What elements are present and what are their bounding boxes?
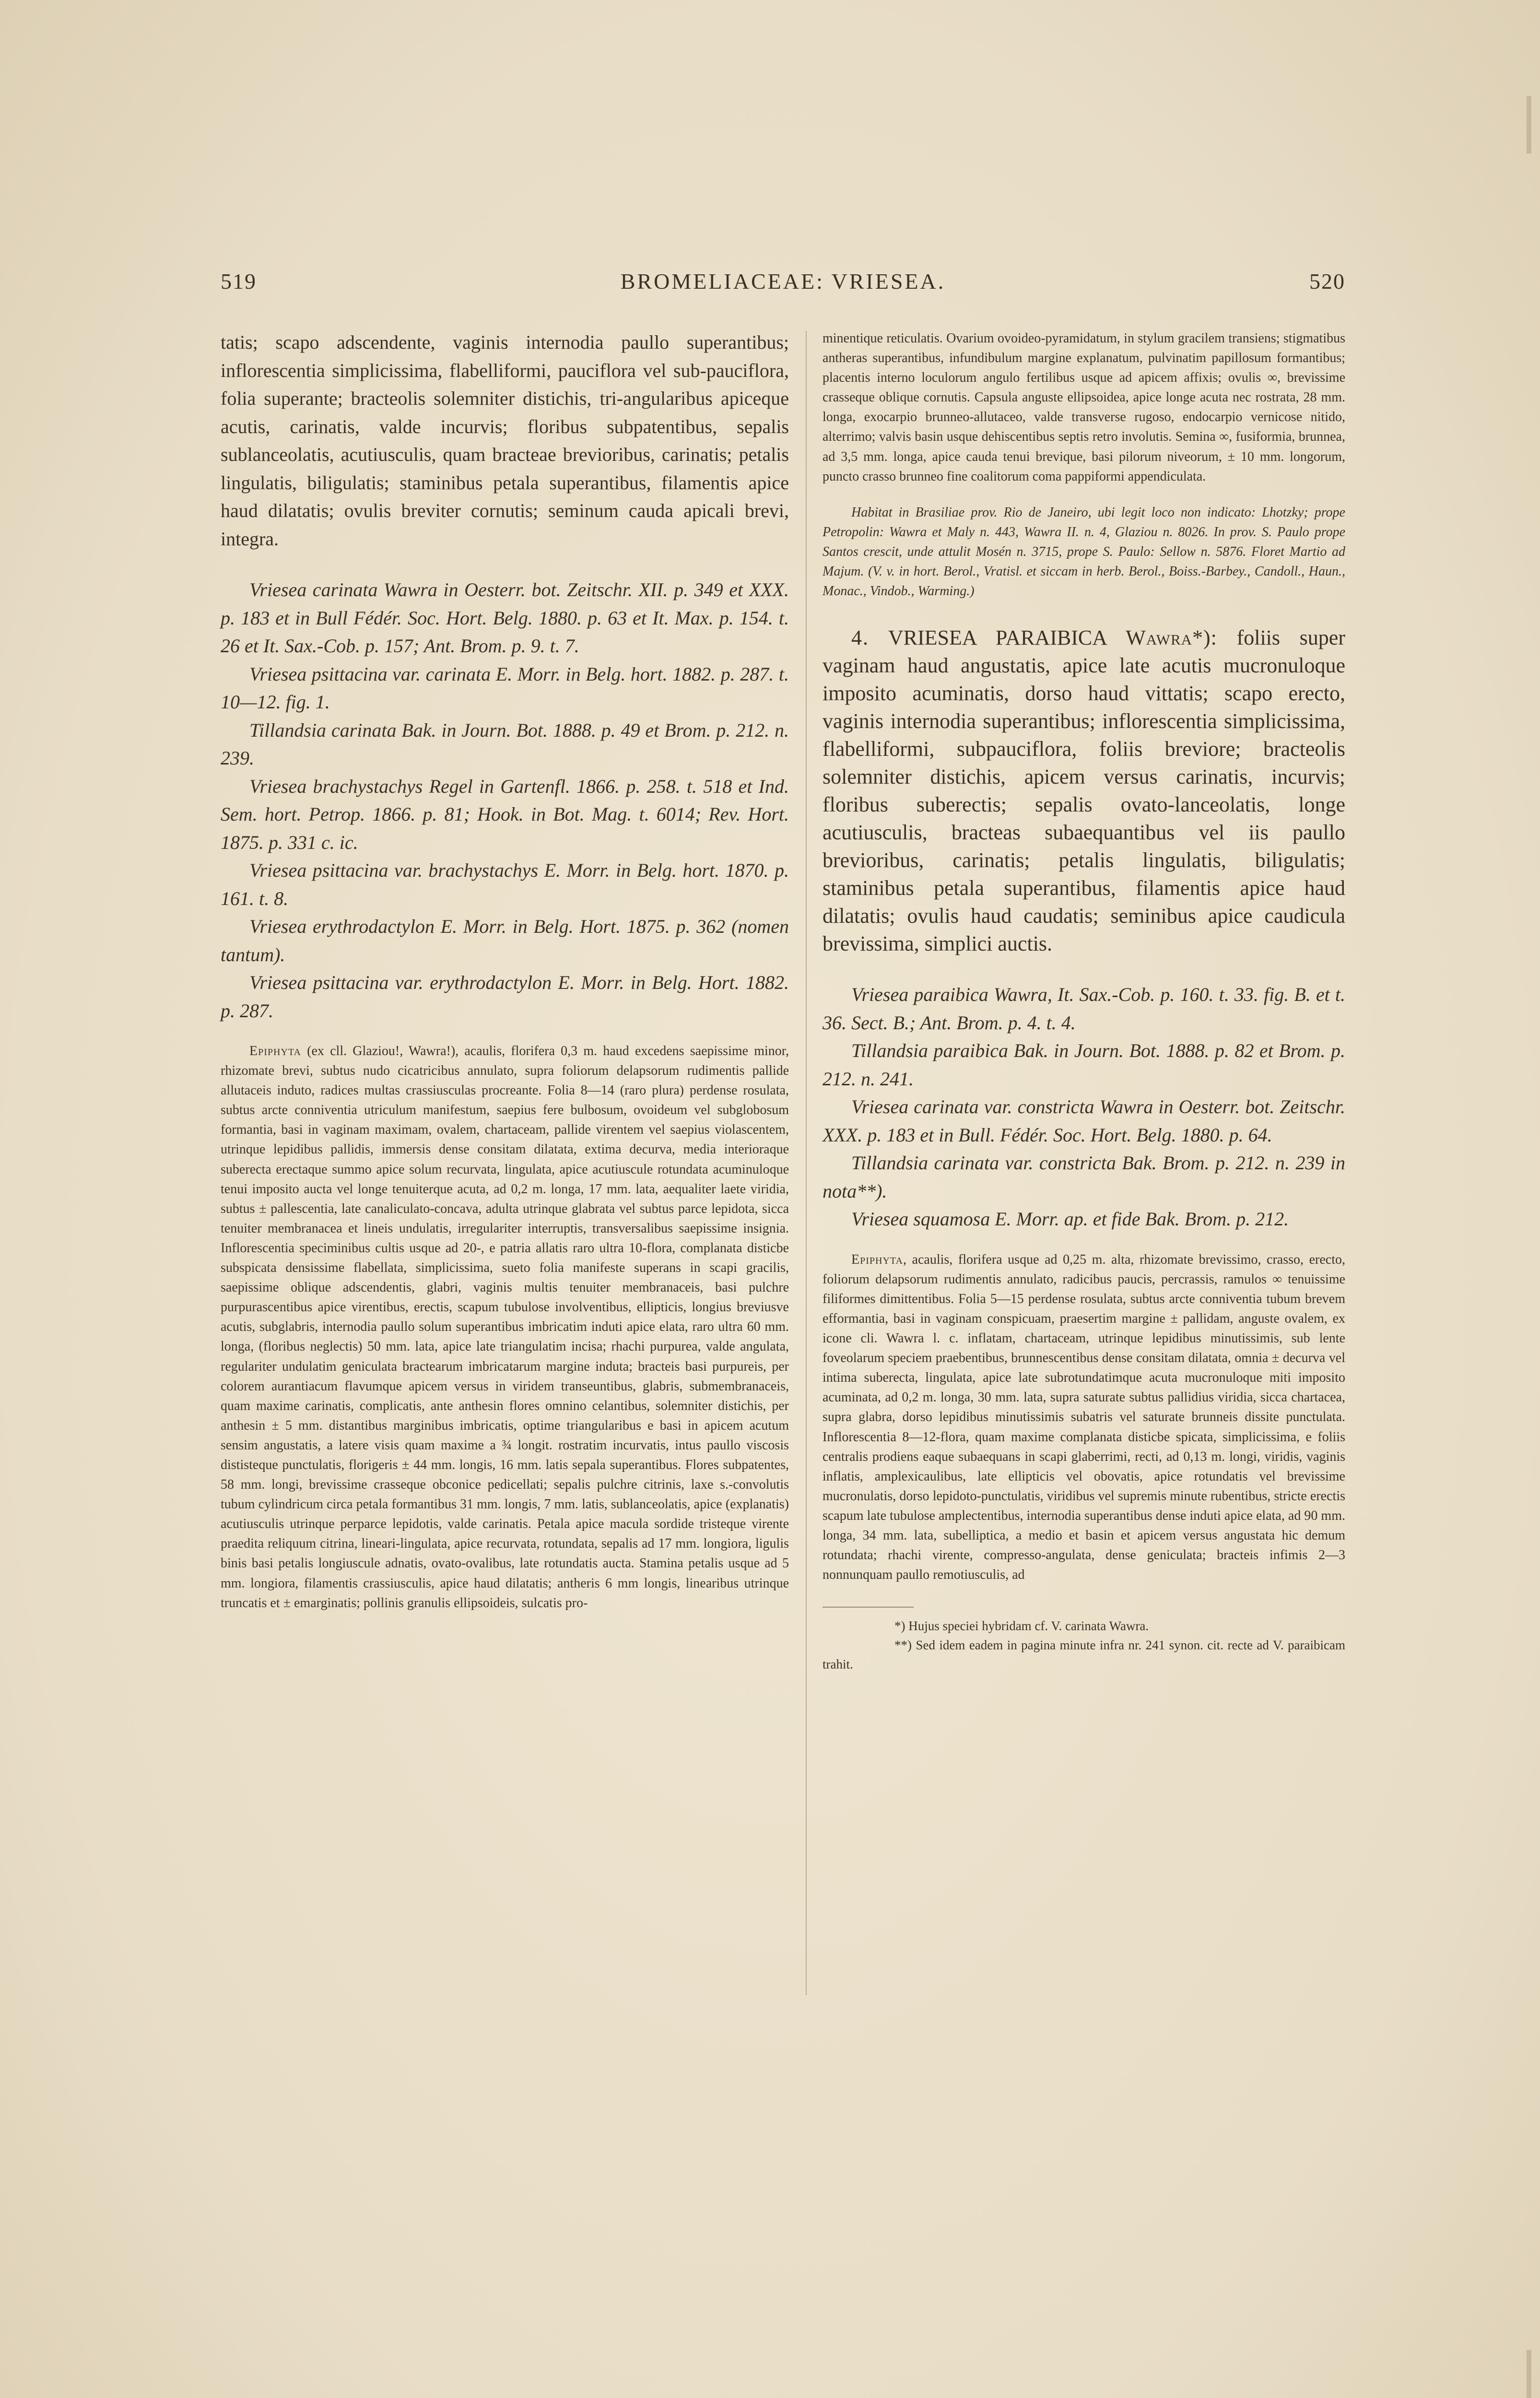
page-edge-mark [1527,2350,1531,2398]
species-name: VRIESEA PARAIBICA [888,626,1106,650]
citation: Tillandsia carinata var. constricta Bak. Brom. p. 212. n. 239 in nota**). [823,1152,1345,1202]
citation: Tillandsia carinata Bak. in Journ. Bot. 1888. p. 49 et Brom. p. 212. n. 239. [221,719,789,769]
citation: Tillandsia paraibica Bak. in Journ. Bot. 1888. p. 82 et Brom. p. 212. n. 241. [823,1040,1345,1090]
page-edge-mark [1527,96,1531,153]
description-paragraph [221,1041,789,1613]
citation: Vriesea carinata var. constricta Wawra in Oesterr. bot. Zeitschr. XXX. p. 183 et in Bull. Fédér. Soc. Hort. Belg. 1880. p. 64. [823,1096,1345,1146]
species-diagnosis: foliis super vaginam haud angustatis, apice late acutis mucronuloque imposito acuminatis, dorso haud vittatis; scapo erecto, vaginis internodia superantibus; inflorescentia simplicissima, flabelliformi, subpauciflora, foliis breviore; bracteolis solemniter distichis, apicem versus carinatis, incurvis; floribus suberectis; sepalis ovato-lanceolatis, longe acutiusculis, bracteas subaequantibus vel iis paullo brevioribus, carinatis; petalis lingulatis, biligulatis; staminibus petala superantibus, filamentis apice haud dilatatis; ovulis haud caudatis; seminibus apice caudicula brevissima, simplici auctis. [823,626,1345,956]
description-body: (ex cll. Glaziou!, Wawra!), acaulis, florifera 0,3 m. haud excedens saepissime minor, rhizomate brevi, subtus nudo cicatricibus annulato, supra foliorum delapsorum rudimentis pallide allutaceis induto, radices multas crassiusculas procreante. Folia 8—14 (raro plura) perdense rosulata, subtus arcte conniventia utriculum manifestum, saepius fere bulbosum, ovoideum vel subglobosum formantia, basi in vaginam maximam, ovalem, chartaceam, pallide virentem vel saepius violascentem, utrinque lepidibus pallidis, immersis dense consitam dilatata, extima decurva, media interioraque suberecta erectaque summo apice solum recurvata, lingulata, apice acutiuscule rotundata acuminuloque tenui imposito aucta vel longe tenuiterque acuta, ad 0,2 m. longa, 17 mm. lata, aequaliter laete viridia, subtus ± pallescentia, late canaliculato-concava, adulta utrinque glabrata vel subtus parce lepidota, sicca tenuiter membranacea et lineis undulatis, irregulariter interruptis, transversalibus saepissime insignia. Inflorescentia speciminibus cultis usque ad 20-, e patria allatis raro ultra 10-flora, complanata disticbe subspicata densissime flabellata, simplicissima, sueto folia manifeste superans in scapi gracilis, saepissime oblique adscendentis, glabri, vaginis multis tenuiter membranaceis, basi pulchre purpurascentibus apice virentibus, erectis, scapum tubulose involventibus, ellipticis, longius breviusve acutis, subglabris, internodia paullo solum superantibus imbricatim induti apice elata, raro ultra 60 mm. longa, (floribus neglectis) 50 mm. lata, apice late triangulatim incisa; rhachi purpurea, valde angulata, regulariter undulatim geniculata bractearum imbricatarum margine induta; bracteis basi purpureis, per colorem aurantiacum flavumque apicem versus in viridem transeuntibus, glabris, submembranaceis, quam maxime carinatis, complicatis, ante anthesin flores omnino celantibus, solemniter distichis, per anthesin ± 5 mm. distantibus marginibus imbricatis, optime triangularibus e basi in apicem acutum sensim angustatis, a latere visis quam maxime a ¾ longit. rostratim incurvatis, intus paullo viscosis dististeque punctulatis, florigeris ± 44 mm. longis, 16 mm. latis sepala superantibus. Flores subpatentes, 58 mm. longi, brevissime crasseque obconice pedicellati; sepalis pulchre citrinis, laxe s.-convolutis tubum cylindricum circa petala formantibus 31 mm. longis, 7 mm. latis, sublanceolatis, apice (explanatis) acutiusculis utrinque perparce lepidotis, valde carinatis. Petala apice macula sordide tristeque virente praedita reliquum citrina, lineari-lingulata, apice recurvata, rotundata, sepalis ad 17 mm. longiora, ligulis binis basi petalis longiuscule adnatis, ovato-ovalibus, late rotundatis aucta. Stamina petalis usque ad 5 mm. longiora, filamentis crassiusculis, apice haud dilatatis; antheris 6 mm longis, linearibus utrinque truncatis et ± emarginatis; pollinis granulis ellipsoideis, sulcatis pro- [221,1044,789,1610]
footnote-rule [823,1607,914,1608]
citation: Vriesea erythrodactylon E. Morr. in Belg. Hort. 1875. p. 362 (nomen tantum). [221,916,789,965]
citation: Vriesea paraibica Wawra, It. Sax.-Cob. p. 160. t. 33. fig. B. et t. 36. Sect. B.; Ant. Brom. p. 4. t. 4. [823,984,1345,1034]
description-lead: Epiphyta [851,1252,903,1267]
citation: Vriesea carinata Wawra in Oesterr. bot. Zeitschr. XII. p. 349 et XXX. p. 183 et in Bull Fédér. Soc. Hort. Belg. 1880. p. 63 et It. Max. p. 154. t. 26 et It. Sax.-Cob. p. 157; Ant. Brom. p. 9. t. 7. [221,579,789,657]
species-author: Wawra*): [1126,626,1217,650]
habitat-paragraph: Habitat in Brasiliae prov. Rio de Janeiro, ubi legit loco non indicato: Lhotzky; prope Petropolin: Wawra et Maly n. 443, Wawra II. n. 4, Glaziou n. 8026. In prov. S. Paulo prope Santos crescit, unde attulit Mosén n. 3715, prope S. Paulo: Sellow n. 5876. Floret Martio ad Majum. (V. v. in hort. Berol., Vratisl. et siccam in herb. Berol., Boiss.-Barbey., Candoll., Haun., Monac., Vindob., Warming.) [823,505,1345,599]
column-divider [806,331,807,1995]
running-title: BROMELIACEAE: VRIESEA. [620,269,946,294]
running-header [221,269,1345,302]
page-number-right: 520 [1309,269,1345,294]
footnotes [823,1607,1345,1674]
species-number: 4. [851,626,869,650]
synonymy-list-paraibica [823,981,1345,1234]
description-continued: minentique reticulatis. Ovarium ovoideo-pyramidatum, in stylum gracilem transiens; stigmatibus antheras superantibus, infundibulum margine explanatum, pulvinatim papillosum formantibus; placentis interno loculorum angulo fertilibus usque ad apicem affixis; ovulis ∞, brevissime crasseque oblique cornutis. Capsula anguste ellipsoidea, apice longe acuta nec rostrata, 28 mm. longa, exocarpio brunneo-allutaceo, valde transverse rugoso, endocarpio vernicose nitido, alterrimo; valvis basin usque dehiscentibus septis retro involutis. Semina ∞, fusiformia, brunnea, ad 3,5 mm. longa, apice cauda tenui brevique, basi pilorum niveorum, ± 10 mm. longorum, puncto crasso brunneo fine coalitorum coma pappiformi appendiculata. [823,331,1345,484]
left-column [221,329,789,1613]
description-paragraph-paraibica [823,1250,1345,1585]
diagnosis-continued: tatis; scapo adscendente, vaginis internodia paullo superantibus; inflorescentia simplicissima, flabelliformi, pauciflora vel sub-pauciflora, folia superante; bracteolis solemniter distichis, tri-angularibus apiceque acutis, carinatis, valde incurvis; floribus subpatentibus, sepalis sublanceolatis, acutiusculis, quam bracteae brevioribus, carinatis; petalis lingulatis, biligulatis; staminibus petala superantibus, filamentis apice haud dilatatis; ovulis breviter cornutis; seminum cauda apicali brevi, integra. [221,331,789,550]
page-number-left: 519 [221,269,257,294]
citation: Vriesea brachystachys Regel in Gartenfl. 1866. p. 258. t. 518 et Ind. Sem. hort. Petrop. 1866. p. 81; Hook. in Bot. Mag. t. 6014; Rev. Hort. 1875. p. 331 c. ic. [221,775,789,853]
description-body: , acaulis, florifera usque ad 0,25 m. alta, rhizomate brevissimo, crasso, erecto, foliorum delapsorum rudimentis annulato, radicibus paucis, percrassis, ramulos ∞ tenuissime filiformes dimittentibus. Folia 5—15 perdense rosulata, subtus arcte conniventia tubum brevem efformantia, basi in vaginam conspicuam, praesertim margine ± pallidam, anguste ovalem, ex icone cli. Wawra l. c. inflatam, chartaceam, utrinque lepidibus minutissimis, sub lente foveolarum speciem praebentibus, brunnescentibus dense consitam dilatata, omnia ± decurva vel intima suberecta, lingulata, apice late subrotundatimque acuta mucronuloque miti imposito acuminata, ad 0,2 m. longa, 30 mm. lata, supra saturate subtus pallidius viridia, sicca chartacea, supra glabra, dorso lepidibus minutissimis subatris vel saturate brunneis dissite punctulata. Inflorescentia 8—12-flora, quam maxime complanata disticbe spicata, simplicissima, e foliis centralis prodiens eaque subaequans in scapi glaberrimi, recti, ad 0,13 m. longi, viridis, vaginis inflatis, amplexicaulibus, late ellipticis vel obovatis, apice rotundatis vel brevissime mucronulatis, dorso lepidoto-punctulatis, viridibus vel supremis minute rubentibus, stricte erectis scapum late tubulose amplectentibus, internodia superantibus dense induti apice elata, ad 90 mm. longa, 34 mm. lata, subelliptica, a medio et basin et apicem versus angustata hic demum rotundata; rhachi virente, compresso-angulata, dense geniculata; bracteis infimis 2—3 nonnunquam paullo remotiusculis, ad [823,1252,1345,1583]
citation: Vriesea psittacina var. brachystachys E. Morr. in Belg. hort. 1870. p. 161. t. 8. [221,859,789,909]
footnote: **) Sed idem eadem in pagina minute infra nr. 241 synon. cit. recte ad V. paraibicam trahit. [823,1638,1345,1672]
citation: Vriesea squamosa E. Morr. ap. et fide Bak. Brom. p. 212. [851,1208,1289,1230]
citation: Vriesea psittacina var. erythrodactylon E. Morr. in Belg. Hort. 1882. p. 287. [221,972,789,1022]
species-heading [823,624,1345,958]
right-column [823,329,1345,1674]
synonymy-list [221,576,789,1025]
description-lead: Epiphyta [249,1044,301,1058]
footnote: *) Hujus speciei hybridam cf. V. carinata Wawra. [894,1619,1149,1634]
citation: Vriesea psittacina var. carinata E. Morr. in Belg. hort. 1882. p. 287. t. 10—12. fig. 1. [221,663,789,713]
